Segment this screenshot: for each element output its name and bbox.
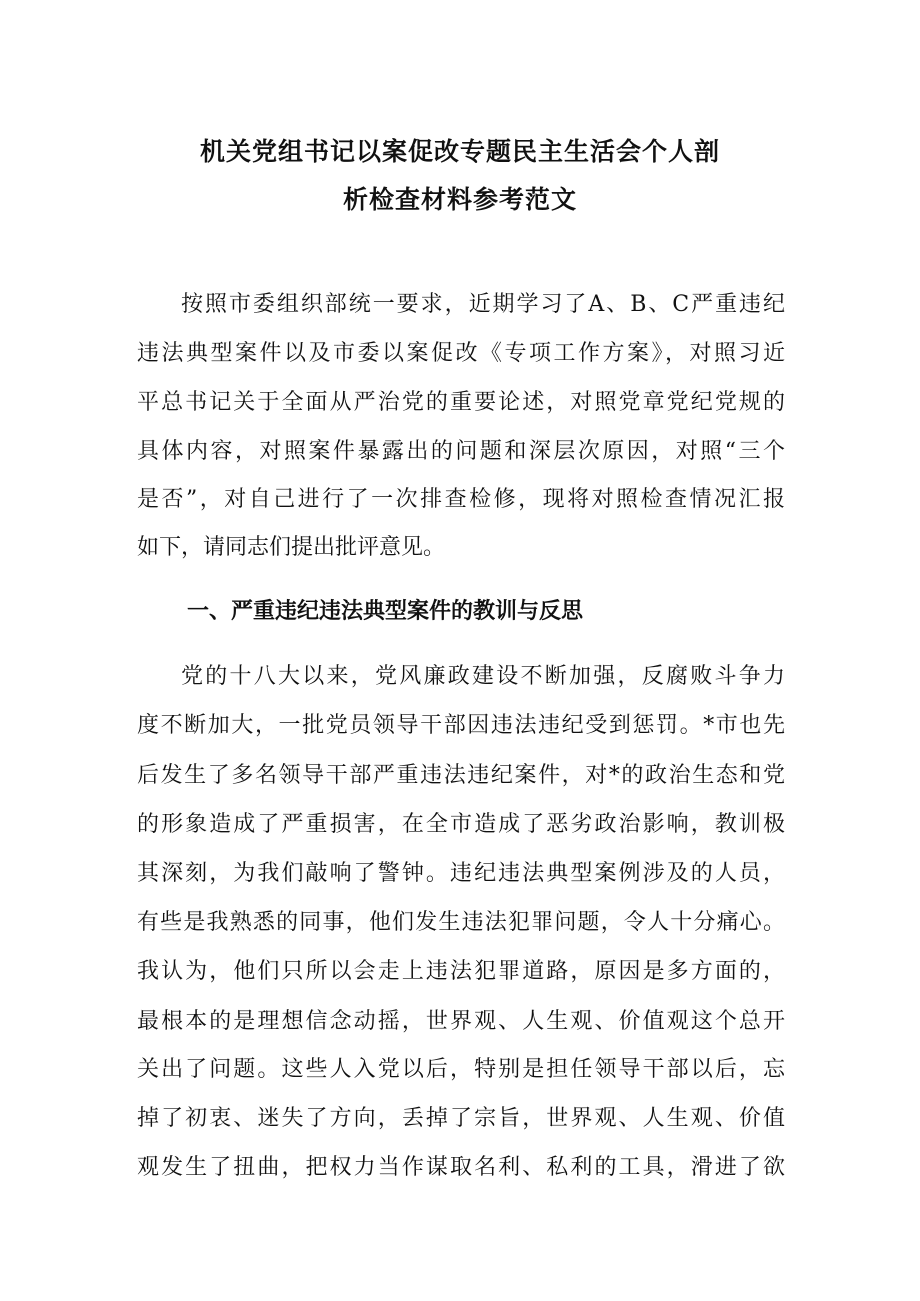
paragraph-2-line: 度不断加大，一批党员领导干部因违法违纪受到惩罚。*市也先 [137,713,785,738]
paragraph-2-line: 党的十八大以来，党风廉政建设不断加强，反腐败斗争力 [181,664,785,689]
paragraph-1-line: 是否”，对自己进行了一次排查检修，现将对照检查情况汇报 [137,487,785,512]
section-1-heading: 一、严重违纪违法典型案件的教训与反思 [187,599,584,624]
paragraph-1-line: 按照市委组织部统一要求，近期学习了A、B、C严重违纪 [181,292,785,317]
paragraph-1-line: 具体内容，对照案件暴露出的问题和深层次原因，对照“三个 [137,439,785,464]
paragraph-1-line: 平总书记关于全面从严治党的重要论述，对照党章党纪党规的 [137,390,785,415]
paragraph-1-line: 违法典型案件以及市委以案促改《专项工作方案》，对照习近 [137,341,785,366]
paragraph-2-line: 的形象造成了严重损害，在全市造成了恶劣政治影响，教训极 [137,812,785,837]
paragraph-2-line: 后发生了多名领导干部严重违法违纪案件，对*的政治生态和党 [137,763,785,788]
paragraph-1-line: 如下，请同志们提出批评意见。 [137,535,446,560]
document-title-line-2: 析检查材料参考范文 [342,185,577,214]
paragraph-2-line: 掉了初衷、迷失了方向，丢掉了宗旨，世界观、人生观、价值 [137,1106,785,1131]
paragraph-2-line: 我认为，他们只所以会走上违法犯罪道路，原因是多方面的， [137,959,785,984]
paragraph-2-line: 其深刻，为我们敲响了警钟。违纪违法典型案例涉及的人员， [137,861,785,886]
document-title-line-1: 机关党组书记以案促改专题民主生活会个人剖 [199,137,720,166]
paragraph-2-line: 最根本的是理想信念动摇，世界观、人生观、价值观这个总开 [137,1009,785,1034]
paragraph-2-line: 观发生了扭曲，把权力当作谋取名利、私利的工具，滑进了欲 [137,1155,785,1180]
paragraph-2-line: 有些是我熟悉的同事，他们发生违法犯罪问题，令人十分痛心。 [137,910,785,935]
paragraph-2-line: 关出了问题。这些人入党以后，特别是担任领导干部以后，忘 [137,1057,785,1082]
